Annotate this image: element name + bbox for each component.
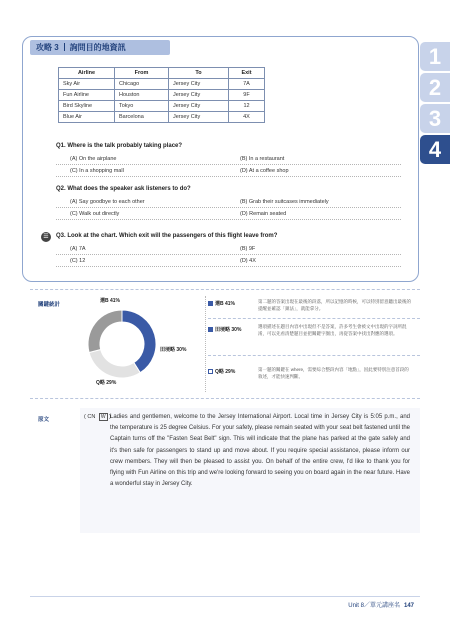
table-row — [59, 101, 265, 112]
divider — [56, 164, 401, 165]
donut-slice-fast — [88, 310, 122, 352]
stat-label: Q略 29% — [215, 369, 236, 375]
chart-question-icon: ☰ — [41, 232, 51, 242]
cell-exit: 4X — [229, 112, 265, 123]
question-1 — [56, 143, 182, 149]
question-3-text: Look at the chart. Which exit will the passengers of this flight leave from? — [67, 233, 278, 239]
question-3 — [56, 233, 277, 239]
stat-item-correct — [208, 300, 235, 307]
legend-marker — [208, 301, 213, 306]
q3-option-d[interactable]: (D) 4X — [240, 258, 256, 264]
tab-2[interactable]: 2 — [420, 73, 450, 102]
table-row — [59, 112, 265, 123]
question-2-text: What does the speaker ask listeners to do? — [67, 186, 191, 192]
stat-item-confused — [208, 326, 241, 333]
q2-option-b[interactable]: (B) Grab their suitcases immediately — [240, 199, 329, 205]
header-from: From — [115, 68, 169, 79]
footer-unit: Unit 8／單元講座名 — [348, 603, 400, 609]
cell-airline: Blue Air — [59, 112, 115, 123]
divider — [56, 207, 401, 208]
speaker-code: CN — [87, 414, 96, 420]
question-3-label: Q3. — [56, 233, 66, 239]
question-2 — [56, 186, 191, 192]
divider — [56, 176, 401, 177]
divider — [56, 266, 401, 267]
q3-option-b[interactable]: (B) 9F — [240, 246, 256, 252]
stat-label: 選B 41% — [215, 301, 236, 307]
cell-from: Houston — [115, 90, 169, 101]
stats-chart-box — [80, 296, 203, 392]
q3-option-c[interactable]: (C) 12 — [70, 258, 86, 264]
stat-text-confused: 選項描述在題目內容中出現但不是答案，許多考生會被文中出現的字詞所混淆，可以先看清楚題目並把關鍵字圈出，再從答案中找出對應的選項。 — [258, 324, 407, 336]
q2-option-c[interactable]: (C) Walk out directly — [70, 211, 120, 217]
divider — [56, 219, 401, 220]
question-2-label: Q2. — [56, 186, 66, 192]
cell-exit: 7A — [229, 79, 265, 90]
q2-option-a[interactable]: (A) Say goodbye to each other — [70, 199, 145, 205]
donut-chart — [80, 296, 203, 392]
cell-to: Jersey City — [169, 79, 229, 90]
cell-to: Jersey City — [169, 112, 229, 123]
cell-from: Tokyo — [115, 101, 169, 112]
cell-airline: Bird Skyline — [59, 101, 115, 112]
section-divider — [30, 289, 420, 290]
q2-option-d[interactable]: (D) Remain seated — [240, 211, 287, 217]
stats-divider — [205, 296, 206, 392]
header-airline: Airline — [59, 68, 115, 79]
q1-option-d[interactable]: (D) At a coffee shop — [240, 168, 289, 174]
table-row — [59, 79, 265, 90]
footer-divider — [30, 596, 420, 597]
section-tag — [30, 40, 170, 55]
stats-label: 關鍵統計 — [38, 302, 61, 308]
stat-text-fast: 第一題的關鍵在 where，需要綜合整段內容「地點」，因此要特別注意首段的敘述，才能快速判斷。 — [258, 367, 409, 379]
section-tag-number: 攻略 3 — [36, 43, 59, 52]
stat-text-correct: 第二題的答案出現在最後的段落，所以記憶的時候，可以特別留意聽出最後的提醒並確認「鎮法」，就能拿分。 — [258, 299, 411, 311]
stat-item-fast — [208, 368, 235, 375]
speaker-tag: ( CN W ) — [84, 414, 111, 420]
table-row — [59, 90, 265, 101]
q1-option-b[interactable]: (B) In a restaurant — [240, 156, 285, 162]
cell-to: Jersey City — [169, 101, 229, 112]
cell-to: Jersey City — [169, 90, 229, 101]
transcript-text: Ladies and gentlemen, welcome to the Jersey International Airport. Local time in Jersey City is 5:05 p.m., and the temperature is 25 degree Celsius. For your safety, please remain seated with your seat belt fastened until the Captain turns off the "Fasten Seat Belt" sign. This will indicate that the plane has parked at the gate safely and it's then safe for passengers to stand up and move about. If you require special assistance, please inform our crew members. They will then be pleased to assist you. On behalf of the entire crew, I'd like to thank you for flying with Fun Airline on this trip and we're looking forward to seeing you on board again in the near future. Have a wonderful stay in Jersey City. — [110, 414, 410, 488]
divider — [56, 254, 401, 255]
flight-table — [58, 67, 265, 123]
legend-marker — [208, 369, 213, 374]
question-1-text: Where is the talk probably taking place? — [67, 143, 183, 149]
speaker-gender: W — [100, 414, 106, 420]
q1-option-a[interactable]: (A) On the airplane — [70, 156, 117, 162]
cell-airline: Sky Air — [59, 79, 115, 90]
page-number: 147 — [403, 603, 414, 609]
tab-4[interactable]: 4 — [420, 135, 450, 164]
donut-slice-correct — [122, 310, 156, 373]
tab-3[interactable]: 3 — [420, 104, 450, 133]
tab-1[interactable]: 1 — [420, 42, 450, 71]
cell-exit: 12 — [229, 101, 265, 112]
header-exit: Exit — [229, 68, 265, 79]
section-divider — [30, 398, 420, 399]
donut-label-confused: 田埂略 30% — [160, 347, 187, 353]
stat-label: 田埂略 30% — [215, 327, 242, 333]
stat-divider — [208, 355, 420, 356]
donut-label-fast: Q略 29% — [96, 380, 117, 386]
cell-from: Chicago — [115, 79, 169, 90]
legend-marker — [208, 327, 213, 332]
stat-divider — [208, 318, 420, 319]
section-title: 詢問目的地資訊 — [69, 43, 126, 52]
cell-from: Barcelona — [115, 112, 169, 123]
transcript-label: 原文 — [38, 417, 50, 423]
page-footer — [348, 600, 414, 609]
donut-label-correct: 選B 41% — [100, 298, 121, 304]
cell-exit: 9F — [229, 90, 265, 101]
question-1-label: Q1. — [56, 143, 66, 149]
donut-slice-confused — [89, 349, 140, 378]
table-header-row — [59, 68, 265, 79]
cell-airline: Fun Airline — [59, 90, 115, 101]
header-to: To — [169, 68, 229, 79]
q1-option-c[interactable]: (C) In a shopping mall — [70, 168, 124, 174]
q3-option-a[interactable]: (A) 7A — [70, 246, 86, 252]
